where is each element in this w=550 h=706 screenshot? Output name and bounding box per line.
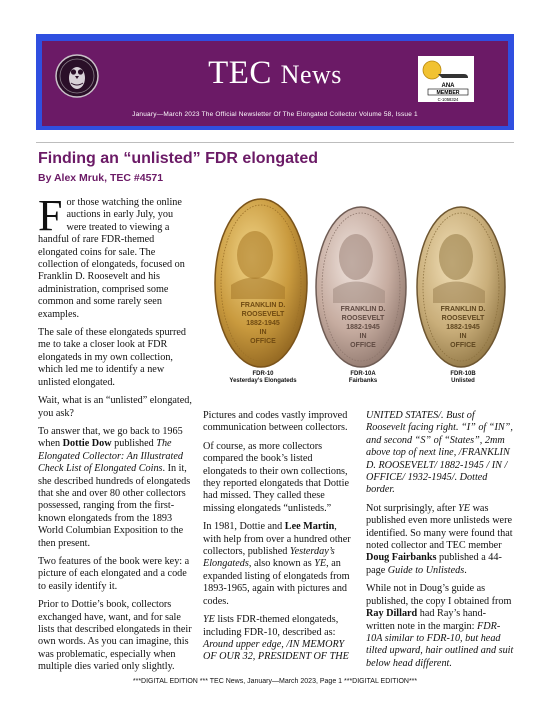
- book-abbrev: YE: [314, 558, 327, 570]
- handwritten-note: FDR-10A similar to FDR-10, but head tilted upward, hair outlined and suit below head different.: [366, 620, 514, 669]
- badge-number: C-1058324: [437, 97, 459, 102]
- person-name: Lee Martin: [284, 521, 335, 533]
- coin-note: Yesterday’s Elongateds: [229, 378, 297, 384]
- coin-text: FRANKLIN D.: [340, 306, 386, 313]
- coin-caption: [325, 371, 401, 385]
- lamp-icon: [418, 56, 474, 102]
- text: .: [464, 564, 467, 576]
- book-abbrev: YE: [458, 502, 471, 514]
- coin-text: ROOSEVELT: [241, 311, 285, 318]
- paragraph: The sale of these elongateds spurred me to take a closer look at FDR elongateds in my own collection, which led me to identify a new unlisted elongated.: [38, 327, 186, 388]
- quoted-description: UNITED STATES/. Bust of Roosevelt facing right. “I” of “IN”, and second “S” of “States”, 2mm above top of next line, /FRANKLIN D. ROOSEVELT/ 1882-1945 / IN / OFFICE/ 1932-1945/. Dotted border.: [366, 410, 513, 496]
- text: had Ray’s hand-written note in the margin:: [366, 608, 486, 632]
- masthead: [42, 41, 508, 126]
- coin-code: FDR-10B: [450, 371, 476, 377]
- title-rest: News: [280, 60, 342, 89]
- coin-text: OFFICE: [350, 342, 376, 349]
- person-name: Ray Dillard: [366, 608, 418, 620]
- coin-text: OFFICE: [450, 342, 476, 349]
- coin-caption: [425, 371, 501, 385]
- person-name: Dottie Dow: [62, 438, 112, 450]
- coin-caption: [225, 371, 301, 385]
- paragraph: [203, 521, 351, 608]
- paragraph: Two features of the book were key: a picture of each elongated and a code to easily identify it.: [38, 555, 190, 592]
- article-headline: Finding an “unlisted” FDR elongated: [38, 150, 318, 167]
- text: To answer that, we go back to 1965 when: [38, 425, 183, 450]
- text: . In it, she described hundreds of elongateds that she and over 80 other collectors possessed, ranging from the first-known elongateds from the 1893 World Columbian Exposition to the then present.: [38, 463, 191, 549]
- text: In 1981, Dottie and: [203, 521, 285, 533]
- paragraph: [366, 503, 514, 577]
- text: lists FDR-themed elongateds, including FDR-10, described as:: [203, 614, 339, 638]
- paragraph: [38, 426, 195, 550]
- book-title: The Elongated Collector: An Illustrated Check List of Elongated Coins: [38, 438, 183, 475]
- coin-text: IN: [359, 333, 367, 340]
- coin-note: Fairbanks: [348, 378, 378, 384]
- article-column-1: [38, 191, 195, 680]
- paragraph: [366, 583, 514, 670]
- text: While not in Doug’s guide as published, the copy I obtained from: [366, 583, 512, 607]
- paragraph: [203, 614, 351, 664]
- coin-code: FDR-10: [252, 371, 274, 377]
- page-footer: ***DIGITAL EDITION *** TEC News, January—March 2023, Page 1 ***DIGITAL EDITION***: [132, 678, 418, 685]
- coin-text: ROOSEVELT: [341, 315, 385, 322]
- text: published a 44-page: [366, 552, 502, 576]
- coin-text: 1882-1945: [446, 324, 480, 331]
- coin-text: OFFICE: [250, 338, 276, 345]
- article-column-2: [203, 410, 351, 670]
- paragraph: [38, 191, 195, 321]
- badge-word: MEMBER: [436, 90, 460, 96]
- person-name: Doug Fairbanks: [366, 552, 437, 564]
- text: , with help from over a hundred other collectors, published: [203, 521, 351, 558]
- coin-text: ROOSEVELT: [441, 315, 485, 322]
- text: published: [111, 438, 157, 450]
- coin-text: 1882-1945: [246, 320, 280, 327]
- coin-note: Unlisted: [451, 378, 475, 384]
- drop-cap: F: [38, 191, 63, 240]
- divider: [36, 142, 514, 143]
- paragraph: Of course, as more collectors compared the book’s listed elongateds to their own collections, they reported elongateds that Dottie had missed. They called these missing elongateds “unlisteds.”: [203, 440, 349, 514]
- book-title: Guide to Unlisteds: [387, 564, 465, 576]
- coin-text: 1882-1945: [346, 324, 380, 331]
- book-title: Yesterday’s Elongateds: [203, 546, 335, 570]
- elongated-coins-image: [203, 195, 514, 371]
- coin-text: FRANKLIN D.: [440, 306, 486, 313]
- coins-figure: [203, 195, 514, 387]
- paragraph-text: or those watching the online auctions in early July, you were treated to viewing a handful of rare FDR-themed elongated coins for sale. The collection of elongateds, focused on Franklin D. Roosevelt and his administration, comprised some common and some rarely seen examples.: [38, 197, 185, 320]
- quoted-description: Around upper edge, /IN MEMORY OF OUR 32, PRESIDENT OF THE: [203, 638, 349, 663]
- paragraph: Pictures and codes vastly improved communication between collectors.: [203, 410, 348, 434]
- coin-text: FRANKLIN D.: [240, 302, 286, 309]
- coin-code: FDR-10A: [350, 371, 376, 377]
- text: , also known as: [248, 558, 315, 570]
- coin-text: IN: [259, 329, 267, 336]
- ana-member-badge: [418, 56, 474, 102]
- article-byline: By Alex Mruk, TEC #4571: [38, 172, 164, 184]
- book-abbrev: YE: [203, 614, 215, 626]
- masthead-subline: January—March 2023 The Official Newsletter Of The Elongated Collector Volume 58, Issue 1: [132, 111, 418, 118]
- paragraph: Prior to Dottie’s book, collectors exchanged have, want, and for sale lists that described elongateds in their own words. As you can imagine, this was problematic, especially when multiple dies varied only slightly.: [38, 599, 192, 673]
- title-main: TEC: [208, 55, 272, 91]
- article-column-3: [366, 410, 514, 676]
- coin-text: IN: [459, 333, 467, 340]
- text: Not surprisingly, after: [366, 502, 459, 514]
- badge-org: ANA: [441, 83, 455, 89]
- text: , an expanded listing of elongateds from 1893-1965, again with pictures and codes.: [203, 558, 350, 607]
- text: was published even more unlisteds were identified. So many were found that noted collector and TEC member: [366, 502, 513, 552]
- paragraph: [366, 410, 514, 497]
- paragraph: Wait, what is an “unlisted” elongated, you ask?: [38, 395, 192, 419]
